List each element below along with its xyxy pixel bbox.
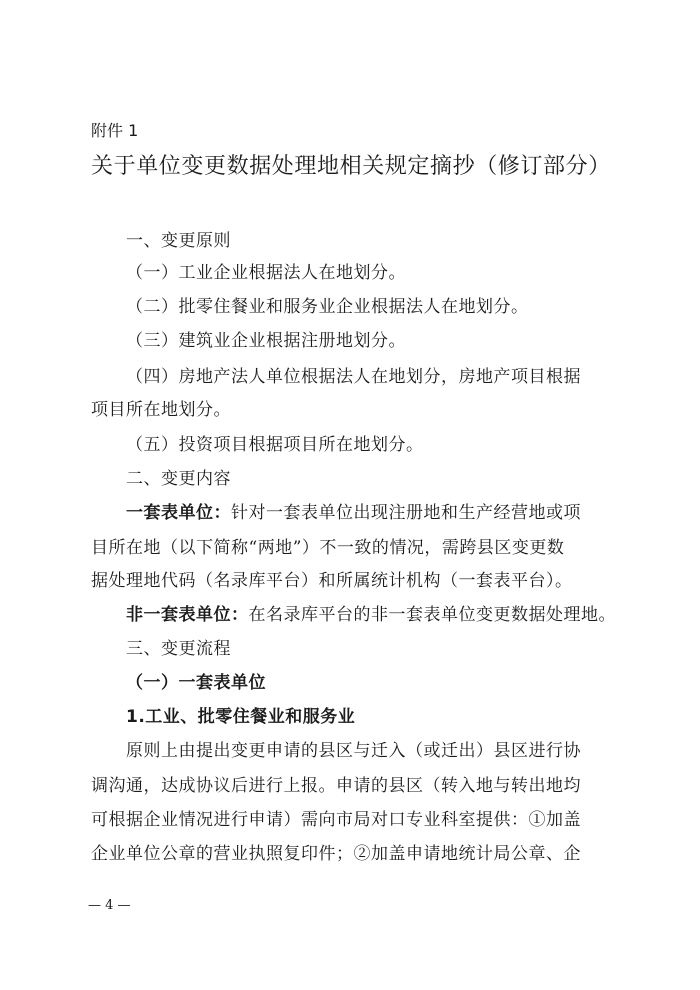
section3-subheading: （一）一套表单位	[126, 673, 266, 693]
document-title: 关于单位变更数据处理地相关规定摘抄（修订部分）	[91, 154, 611, 179]
section2-para2	[126, 604, 616, 626]
section3-para-line3: 可根据企业情况进行申请）需向市局对口专业科室提供：①加盖	[91, 810, 581, 830]
section3-para-line4: 企业单位公章的营业执照复印件；②加盖申请地统计局公章、企	[91, 844, 581, 864]
section1-item-1: （一）工业企业根据法人在地划分。	[126, 263, 406, 283]
section1-item-5: （五）投资项目根据项目所在地划分。	[126, 435, 424, 455]
section1-item-4: （四）房地产法人单位根据法人在地划分，房地产项目根据	[126, 367, 581, 387]
non-suite-unit-label: 非一套表单位：	[126, 605, 249, 625]
section1-item-3: （三）建筑业企业根据注册地划分。	[126, 331, 406, 351]
non-suite-unit-text: 在名录库平台的非一套表单位变更数据处理地。	[248, 605, 616, 625]
section3-heading: 三、变更流程	[126, 639, 231, 659]
section2-para1-line1	[126, 502, 612, 524]
suite-unit-label: 一套表单位：	[126, 503, 231, 523]
section1-heading: 一、变更原则	[126, 231, 231, 251]
section2-para1-line3: 据处理地代码（名录库平台）和所属统计机构（一套表平台）。	[91, 571, 573, 591]
section1-item-4-cont: 项目所在地划分。	[91, 400, 231, 420]
attachment-label: 附件 1	[91, 121, 139, 140]
section3-item-heading: 1.工业、批零住餐业和服务业	[126, 707, 356, 727]
section3-para-line2: 调沟通，达成协议后进行上报。申请的县区（转入地与转出地均	[91, 776, 581, 796]
section2-heading: 二、变更内容	[126, 469, 231, 489]
section3-para-line1: 原则上由提出变更申请的县区与迁入（或迁出）县区进行协	[126, 741, 581, 761]
suite-unit-text: 针对一套表单位出现注册地和生产经营地或项	[231, 503, 581, 523]
page-number: — 4 —	[88, 898, 131, 913]
section1-item-2: （二）批零住餐业和服务业企业根据法人在地划分。	[126, 297, 529, 317]
section2-para1-line2: 目所在地（以下简称“两地”）不一致的情况，需跨县区变更数	[91, 538, 565, 558]
